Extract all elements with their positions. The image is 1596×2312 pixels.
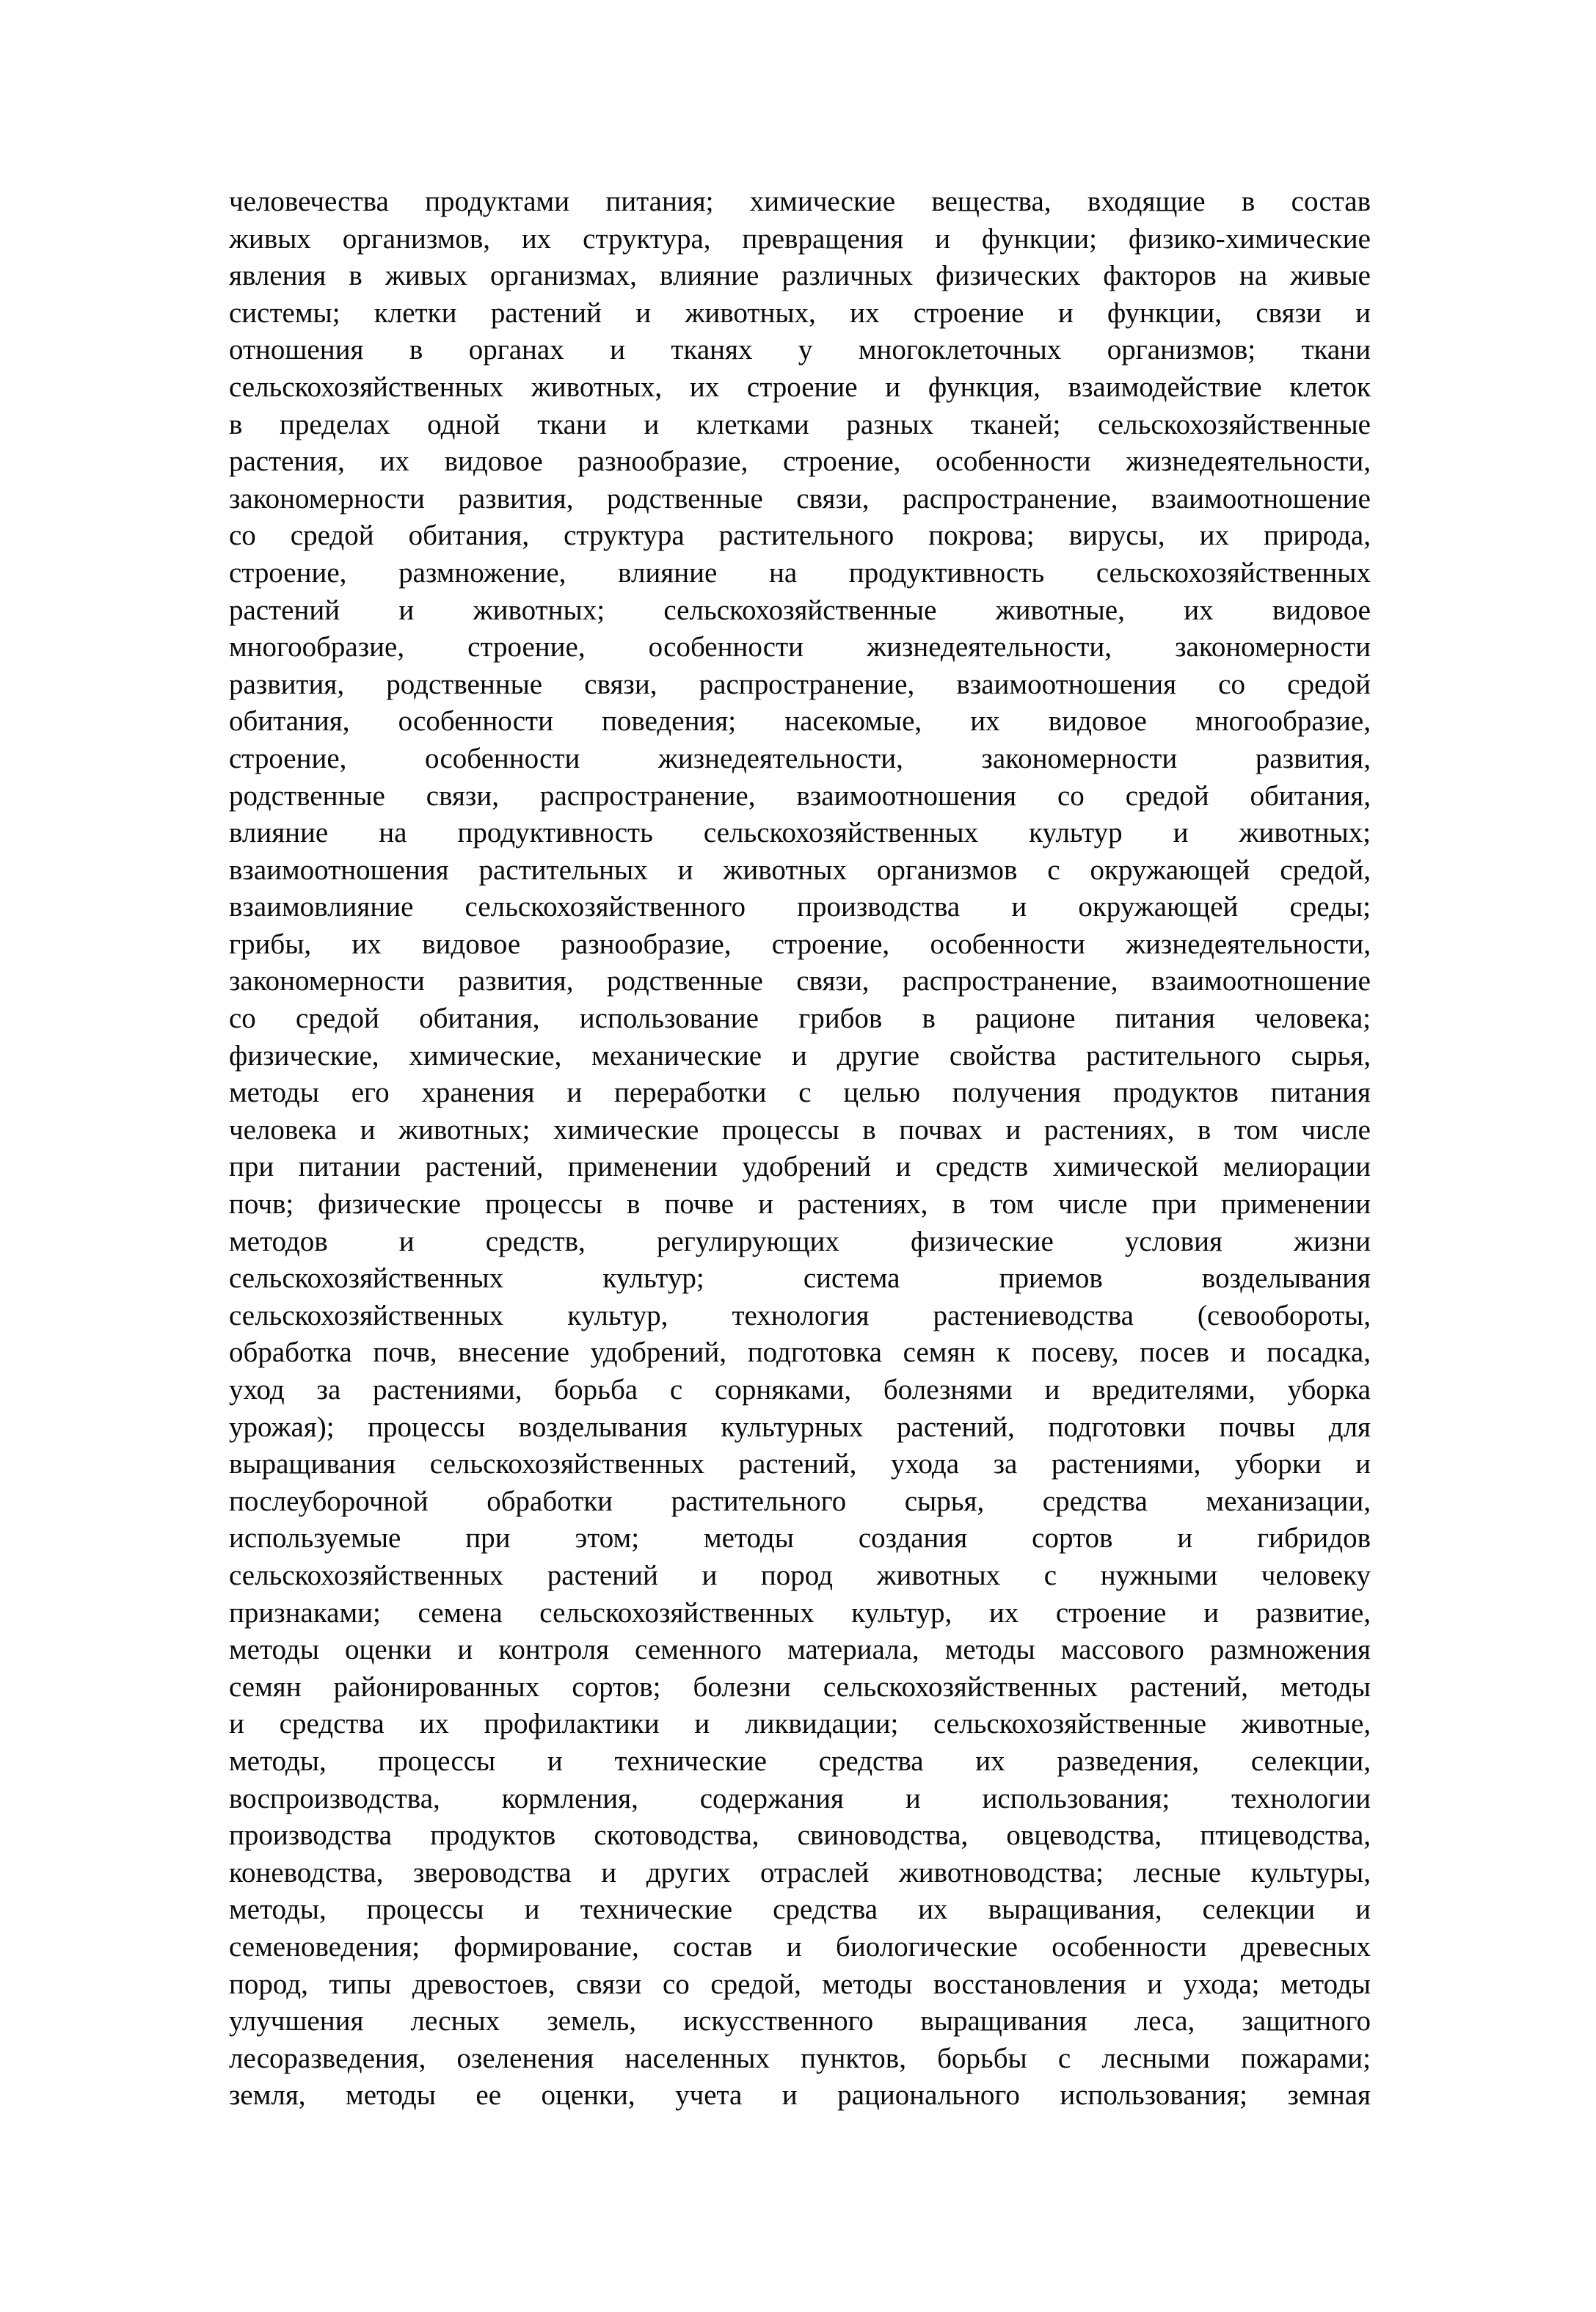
text-line: методы, процессы и технические средства их разведения, селекции, <box>229 1745 1371 1777</box>
text-line: строение, размножение, влияние на продуктивность сельскохозяйственных <box>229 556 1371 589</box>
text-line: системы; клетки растений и животных, их строение и функции, связи и <box>229 297 1371 329</box>
text-line: почв; физические процессы в почве и растениях, в том числе при применении <box>229 1188 1371 1221</box>
text-line: взаимовлияние сельскохозяйственного производства и окружающей среды; <box>229 891 1371 923</box>
text-line: лесоразведения, озеленения населенных пунктов, борьбы с лесными пожарами; <box>229 2042 1371 2074</box>
text-line: физические, химические, механические и другие свойства растительного сырья, <box>229 1039 1371 1072</box>
text-line: со средой обитания, структура растительного покрова; вирусы, их природа, <box>229 520 1371 552</box>
text-line: методы, процессы и технические средства их выращивания, селекции и <box>229 1894 1371 1926</box>
text-line: производства продуктов скотоводства, свиноводства, овцеводства, птицеводства, <box>229 1820 1371 1852</box>
text-line: уход за растениями, борьба с сорняками, болезнями и вредителями, уборка <box>229 1374 1371 1406</box>
text-line: взаимоотношения растительных и животных организмов с окружающей средой, <box>229 854 1371 886</box>
text-line: развития, родственные связи, распространение, взаимоотношения со средой <box>229 668 1371 700</box>
text-line: влияние на продуктивность сельскохозяйственных культур и животных; <box>229 817 1371 849</box>
text-line: строение, особенности жизнедеятельности, закономерности развития, <box>229 742 1371 774</box>
text-line: при питании растений, применении удобрений и средств химической мелиорации <box>229 1151 1371 1183</box>
text-line: воспроизводства, кормления, содержания и использования; технологии <box>229 1782 1371 1814</box>
text-line: обработка почв, внесение удобрений, подготовка семян к посеву, посев и посадка, <box>229 1337 1371 1369</box>
text-line: многообразие, строение, особенности жизнедеятельности, закономерности <box>229 631 1371 664</box>
text-line: человека и животных; химические процессы в почвах и растениях, в том числе <box>229 1113 1371 1146</box>
text-line: используемые при этом; методы создания сортов и гибридов <box>229 1522 1371 1555</box>
text-line: коневодства, звероводства и других отраслей животноводства; лесные культуры, <box>229 1856 1371 1889</box>
text-line: растений и животных; сельскохозяйственные животные, их видовое <box>229 594 1371 626</box>
text-line: отношения в органах и тканях у многоклеточных организмов; ткани <box>229 334 1371 366</box>
text-line: сельскохозяйственных растений и пород животных с нужными человеку <box>229 1559 1371 1591</box>
text-line: пород, типы древостоев, связи со средой, методы восстановления и ухода; методы <box>229 1968 1371 2000</box>
text-line: сельскохозяйственных культур, технология растениеводства (севообороты, <box>229 1299 1371 1331</box>
text-line: семеноведения; формирование, состав и биологические особенности древесных <box>229 1930 1371 1963</box>
text-line: земля, методы ее оценки, учета и рационального использования; земная <box>229 2079 1371 2112</box>
text-line: закономерности развития, родственные связи, распространение, взаимоотношение <box>229 482 1371 515</box>
text-line: в пределах одной ткани и клетками разных тканей; сельскохозяйственные <box>229 408 1371 440</box>
text-line: улучшения лесных земель, искусственного выращивания леса, защитного <box>229 2005 1371 2037</box>
text-line: методы его хранения и переработки с целью получения продуктов питания <box>229 1077 1371 1109</box>
text-line: со средой обитания, использование грибов в рационе питания человека; <box>229 1003 1371 1035</box>
text-line: урожая); процессы возделывания культурных растений, подготовки почвы для <box>229 1411 1371 1443</box>
text-line: человечества продуктами питания; химические вещества, входящие в состав <box>229 186 1371 217</box>
text-line: методы оценки и контроля семенного материала, методы массового размножения <box>229 1634 1371 1666</box>
text-line: растения, их видовое разнообразие, строение, особенности жизнедеятельности, <box>229 446 1371 478</box>
text-line: сельскохозяйственных культур; система приемов возделывания <box>229 1262 1371 1295</box>
text-line: и средства их профилактики и ликвидации; сельскохозяйственные животные, <box>229 1708 1371 1740</box>
text-line: методов и средств, регулирующих физические условия жизни <box>229 1225 1371 1257</box>
text-line: живых организмов, их структура, превращения и функции; физико-химические <box>229 222 1371 255</box>
text-line: обитания, особенности поведения; насекомые, их видовое многообразие, <box>229 705 1371 738</box>
text-line: сельскохозяйственных животных, их строение и функция, взаимодействие клеток <box>229 371 1371 403</box>
text-line: закономерности развития, родственные связи, распространение, взаимоотношение <box>229 965 1371 997</box>
text-line: выращивания сельскохозяйственных растений, ухода за растениями, уборки и <box>229 1448 1371 1480</box>
text-line: признаками; семена сельскохозяйственных культур, их строение и развитие, <box>229 1596 1371 1629</box>
text-line: родственные связи, распространение, взаимоотношения со средой обитания, <box>229 779 1371 812</box>
text-line: семян районированных сортов; болезни сельскохозяйственных растений, методы <box>229 1671 1371 1703</box>
text-line: грибы, их видовое разнообразие, строение, особенности жизнедеятельности, <box>229 928 1371 960</box>
body-text <box>229 183 1371 2115</box>
text-line: явления в живых организмах, влияние различных физических факторов на живые <box>229 260 1371 292</box>
text-line: послеуборочной обработки растительного сырья, средства механизации, <box>229 1485 1371 1517</box>
